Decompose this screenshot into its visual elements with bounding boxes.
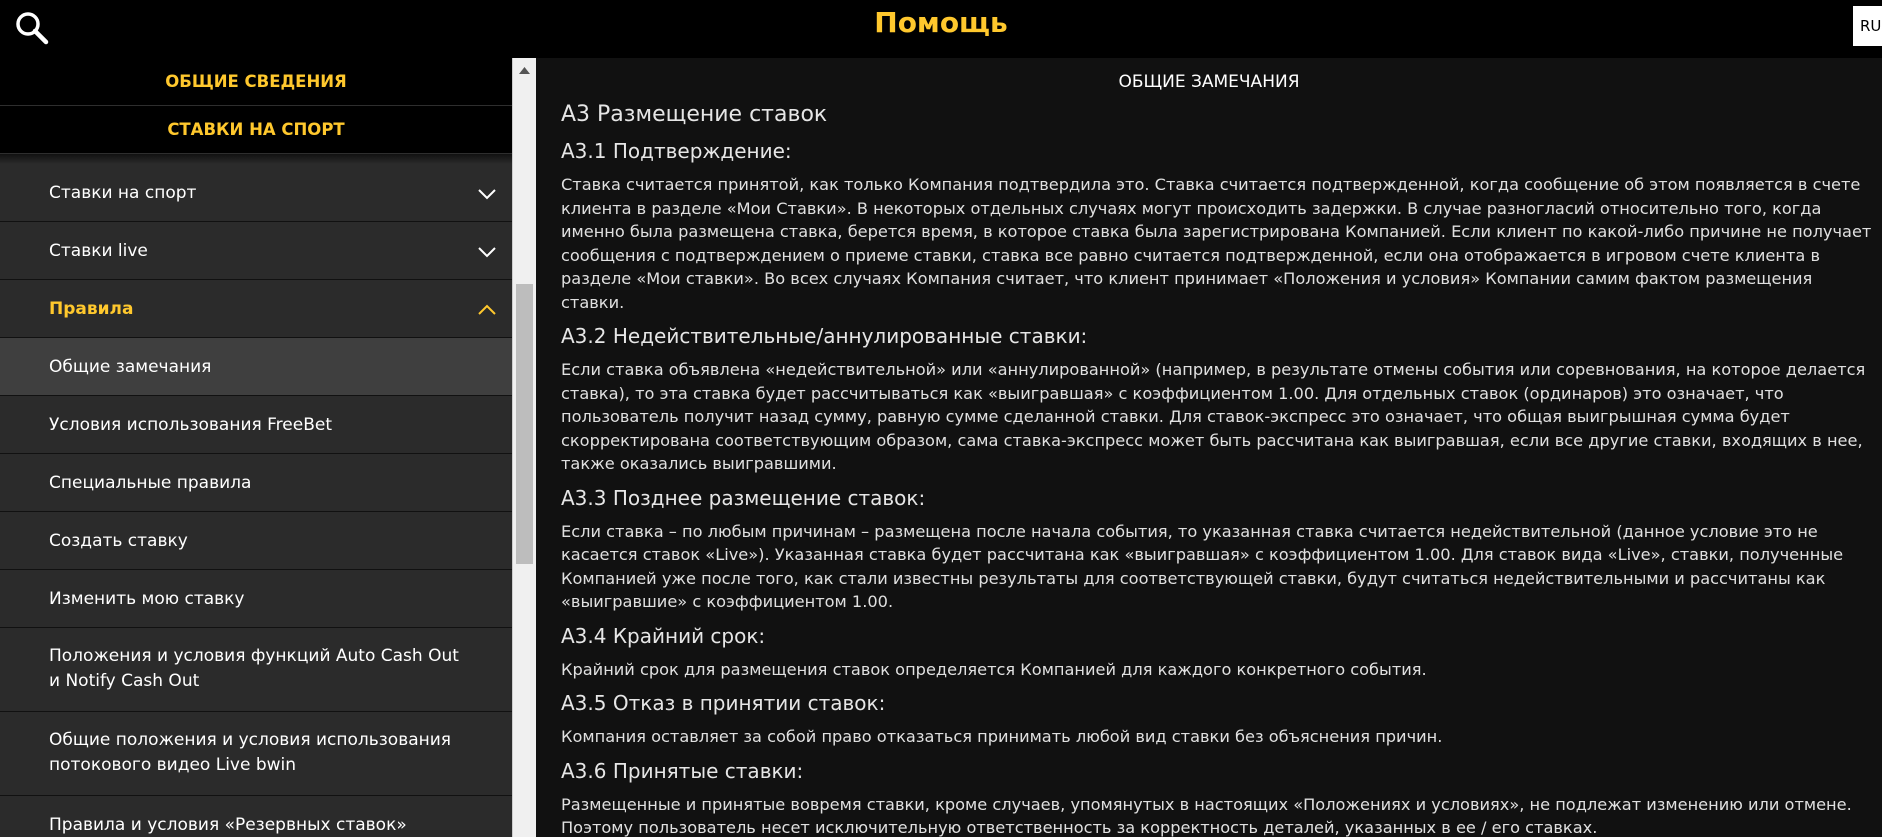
article-heading: А3 Размещение ставок bbox=[561, 102, 828, 127]
category-divider bbox=[0, 154, 512, 164]
section-heading: А3.3 Позднее размещение ставок: bbox=[561, 485, 926, 510]
category-general[interactable]: ОБЩИЕ СВЕДЕНИЯ bbox=[0, 58, 512, 106]
top-bar bbox=[0, 0, 1882, 58]
sidebar-item-rules[interactable] bbox=[0, 280, 512, 338]
section-text: Если ставка объявлена «недействительной» или «аннулированной» (например, в результате отмены события или соревнования, на которое делается ставка), то эта ставка будет рассчитываться как «выигравшая» с коэффициентом 1.00. Для отдельных ставок (ординаров) это означает, что пользователь получит назад сумму, равную сумме сделанной ставки. Для ставок-экспресс это означает, что общая выигрышная сумма будет скорректирована соответствующим образом, сама ставка-экспресс может быть рассчитана как выигравшая, если все другие ставки, входящих в нее, также оказались выигравшими. bbox=[561, 360, 1866, 473]
sidebar-item-special-rules[interactable] bbox=[0, 454, 512, 512]
sidebar-item-live-betting[interactable] bbox=[0, 222, 512, 280]
page-title: Помощь bbox=[874, 6, 1008, 39]
sidebar-item-label: Создать ставку bbox=[49, 531, 188, 551]
sidebar bbox=[0, 58, 512, 837]
sidebar-item-cash-out-terms[interactable] bbox=[0, 628, 512, 712]
chevron-down-icon bbox=[476, 183, 498, 205]
sidebar-item-live-stream-terms[interactable] bbox=[0, 712, 512, 796]
section-text: Ставка считается принятой, как только Компания подтвердила это. Ставка считается подтвержденной, когда сообщение об этом появляется в счете клиента в разделе «Мои Ставки». В некоторых отдельных случаях могут происходить задержки. В случае разногласий относительно того, когда именно была размещена ставка, берется время, в которое ставка была зарегистрирована Компанией. Если клиент по какой-либо причине не получает сообщения с подтверждением о приеме ставки, ставка все равно считается подтвержденной, если она отображается в игровом счете клиента в разделе «Мои ставки». Во всех случаях Компания считает, что клиент принимает «Положения и условия» Компании самим фактом размещения ставки. bbox=[561, 175, 1872, 312]
sidebar-item-label: Условия использования FreeBet bbox=[49, 415, 332, 435]
sidebar-item-label: Правила и условия «Резервных ставок» bbox=[49, 815, 407, 835]
section-text: Если ставка – по любым причинам – размещена после начала события, то указанная ставка считается недействительной (данное условие это не касается ставок «Live»). Указанная ставка будет рассчитана как «выигравшая» с коэффициентом 1.00. Для ставок вида «Live», ставки, полученные Компанией уже после того, как стали известны результаты для соответствующей ставки, будут считаться недействительными и рассчитаны как «выигравшие» с коэффициентом 1.00. bbox=[561, 521, 1844, 611]
section-heading: А3.5 Отказ в принятии ставок: bbox=[561, 691, 886, 715]
section-heading: А3.2 Недействительные/аннулированные ставки: bbox=[561, 324, 1088, 348]
sidebar-item-reserve-bets[interactable] bbox=[0, 796, 512, 837]
language-selector[interactable]: RU bbox=[1853, 6, 1882, 46]
section-heading: А3.1 Подтверждение: bbox=[561, 139, 792, 163]
section-text: Крайний срок для размещения ставок определяется Компанией для каждого конкретного события. bbox=[561, 659, 1427, 679]
section-heading: А3.4 Крайний срок: bbox=[561, 623, 766, 648]
category-sports-betting[interactable]: СТАВКИ НА СПОРТ bbox=[0, 106, 512, 154]
sidebar-item-freebet-terms[interactable] bbox=[0, 396, 512, 454]
sidebar-item-label: Изменить мою ставку bbox=[49, 589, 245, 609]
help-content bbox=[536, 58, 1882, 837]
sidebar-item-edit-bet[interactable] bbox=[0, 570, 512, 628]
sidebar-item-create-bet[interactable] bbox=[0, 512, 512, 570]
sidebar-item-label: Положения и условия функций Auto Cash Out и Notify Cash Out bbox=[49, 646, 459, 691]
sidebar-item-label: Общие положения и условия использования потокового видео Live bwin bbox=[49, 730, 452, 775]
sidebar-item-label: Общие замечания bbox=[49, 357, 212, 377]
section-text: Размещенные и принятые вовремя ставки, кроме случаев, упомянутых в настоящих «Положениях и условиях», не подлежат изменению или отмене. Поэтому пользователь несет исключительную ответственность за корректность деталей, указанных в ее / его ставках. bbox=[561, 794, 1852, 837]
sidebar-item-general-remarks[interactable] bbox=[0, 338, 512, 396]
section-title: ОБЩИЕ ЗАМЕЧАНИЯ bbox=[1118, 72, 1300, 92]
sidebar-item-label: Специальные правила bbox=[49, 473, 252, 493]
sidebar-item-label: Ставки на спорт bbox=[49, 183, 197, 203]
section-heading: А3.6 Принятые ставки: bbox=[561, 758, 804, 783]
sidebar-scrollbar[interactable] bbox=[512, 58, 536, 837]
sidebar-item-label: Правила bbox=[49, 299, 134, 319]
chevron-down-icon bbox=[476, 241, 498, 263]
sidebar-item-label: Ставки live bbox=[49, 241, 148, 261]
section-text: Компания оставляет за собой право отказаться принимать любой вид ставки без объяснения причин. bbox=[561, 727, 1443, 746]
scroll-up-arrow-icon[interactable] bbox=[513, 58, 536, 84]
scroll-thumb[interactable] bbox=[516, 284, 533, 564]
chevron-up-icon bbox=[476, 299, 498, 321]
sidebar-item-sports-betting[interactable] bbox=[0, 164, 512, 222]
